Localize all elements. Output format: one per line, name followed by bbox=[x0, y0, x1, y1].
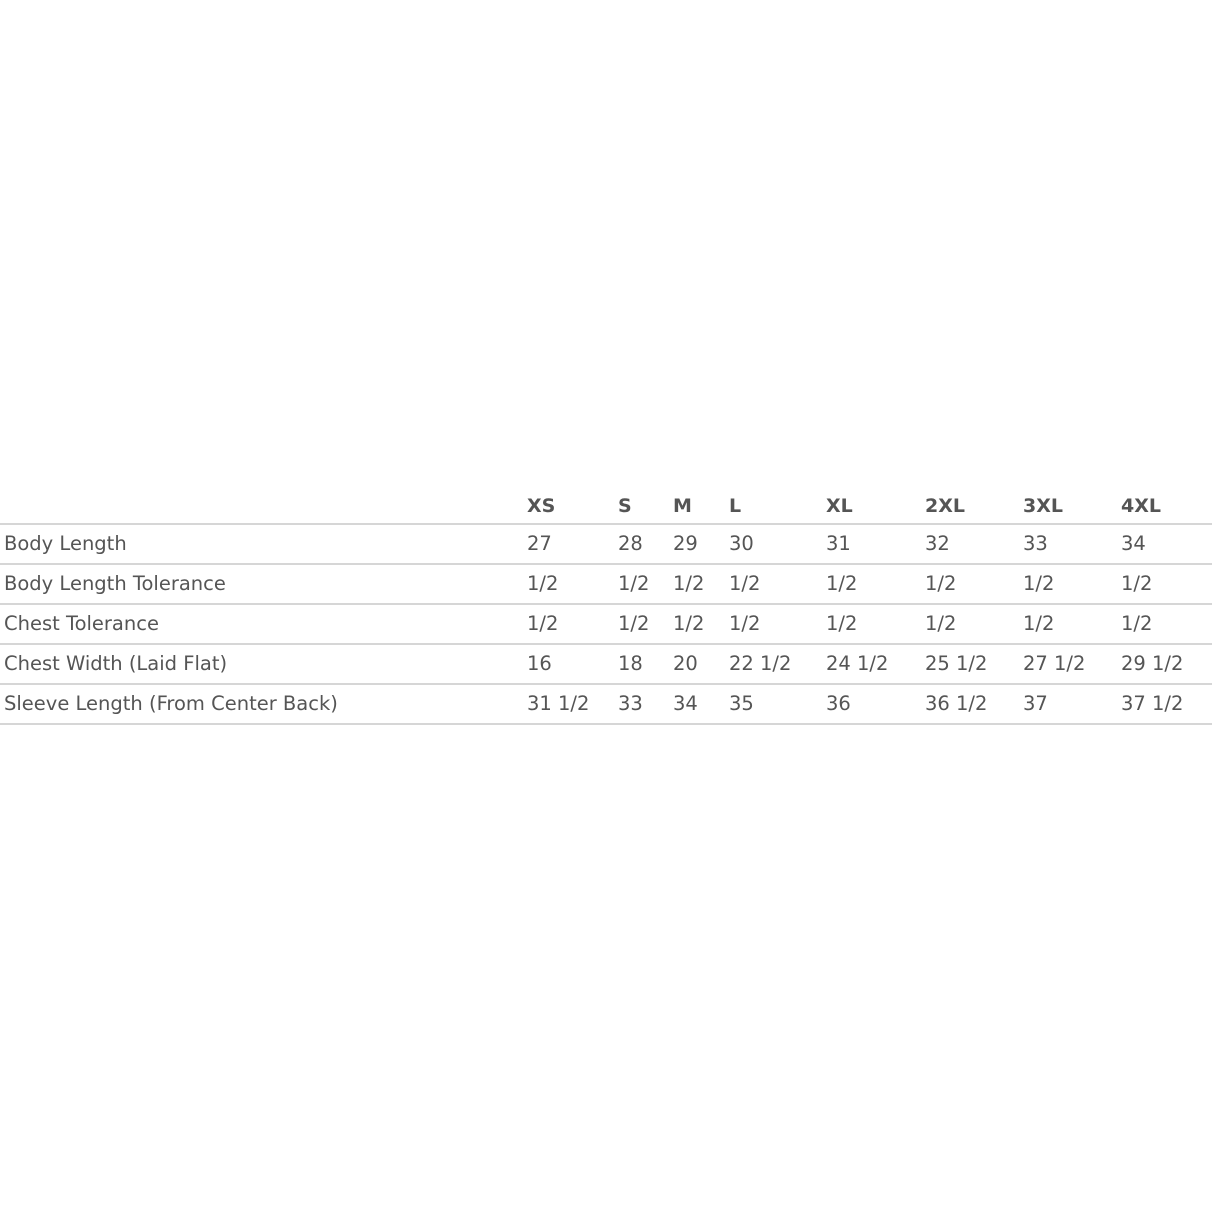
table-cell: 1/2 bbox=[617, 564, 672, 604]
table-cell: 1/2 bbox=[1022, 604, 1120, 644]
table-cell: 28 bbox=[617, 524, 672, 564]
column-header-4xl: 4XL bbox=[1120, 490, 1212, 524]
table-cell: 35 bbox=[728, 684, 825, 724]
size-chart-table bbox=[0, 490, 1212, 725]
table-cell: 27 1/2 bbox=[1022, 644, 1120, 684]
table-cell: 31 bbox=[825, 524, 924, 564]
table-cell: 34 bbox=[672, 684, 728, 724]
column-header-s: S bbox=[617, 490, 672, 524]
table-row-body-length bbox=[0, 524, 1212, 564]
row-label: Body Length Tolerance bbox=[0, 564, 526, 604]
column-header-xl: XL bbox=[825, 490, 924, 524]
table-cell: 1/2 bbox=[1120, 564, 1212, 604]
row-label: Sleeve Length (From Center Back) bbox=[0, 684, 526, 724]
table-cell: 1/2 bbox=[728, 604, 825, 644]
table-cell: 1/2 bbox=[1120, 604, 1212, 644]
table-cell: 37 1/2 bbox=[1120, 684, 1212, 724]
table-cell: 37 bbox=[1022, 684, 1120, 724]
table-cell: 1/2 bbox=[672, 564, 728, 604]
header-corner bbox=[0, 490, 526, 524]
table-cell: 36 bbox=[825, 684, 924, 724]
row-label: Chest Width (Laid Flat) bbox=[0, 644, 526, 684]
table-cell: 1/2 bbox=[1022, 564, 1120, 604]
table-row-body-length-tolerance bbox=[0, 564, 1212, 604]
table-cell: 29 1/2 bbox=[1120, 644, 1212, 684]
row-label: Chest Tolerance bbox=[0, 604, 526, 644]
table-cell: 22 1/2 bbox=[728, 644, 825, 684]
size-header-row bbox=[0, 490, 1212, 524]
table-row-chest-width bbox=[0, 644, 1212, 684]
column-header-m: M bbox=[672, 490, 728, 524]
table-cell: 33 bbox=[617, 684, 672, 724]
table-cell: 1/2 bbox=[728, 564, 825, 604]
table-cell: 1/2 bbox=[825, 564, 924, 604]
column-header-3xl: 3XL bbox=[1022, 490, 1120, 524]
table-cell: 1/2 bbox=[825, 604, 924, 644]
table-cell: 32 bbox=[924, 524, 1022, 564]
table-cell: 33 bbox=[1022, 524, 1120, 564]
row-label: Body Length bbox=[0, 524, 526, 564]
table-cell: 1/2 bbox=[526, 604, 617, 644]
table-row-sleeve-length bbox=[0, 684, 1212, 724]
table-cell: 36 1/2 bbox=[924, 684, 1022, 724]
table-cell: 20 bbox=[672, 644, 728, 684]
table-cell: 31 1/2 bbox=[526, 684, 617, 724]
table-cell: 30 bbox=[728, 524, 825, 564]
table-cell: 24 1/2 bbox=[825, 644, 924, 684]
column-header-2xl: 2XL bbox=[924, 490, 1022, 524]
table-cell: 1/2 bbox=[672, 604, 728, 644]
table-cell: 27 bbox=[526, 524, 617, 564]
table-cell: 29 bbox=[672, 524, 728, 564]
table-cell: 18 bbox=[617, 644, 672, 684]
column-header-l: L bbox=[728, 490, 825, 524]
table-cell: 1/2 bbox=[924, 564, 1022, 604]
table-cell: 25 1/2 bbox=[924, 644, 1022, 684]
table-cell: 1/2 bbox=[617, 604, 672, 644]
table-cell: 34 bbox=[1120, 524, 1212, 564]
table-row-chest-tolerance bbox=[0, 604, 1212, 644]
table-cell: 1/2 bbox=[924, 604, 1022, 644]
table-cell: 16 bbox=[526, 644, 617, 684]
table-cell: 1/2 bbox=[526, 564, 617, 604]
column-header-xs: XS bbox=[526, 490, 617, 524]
